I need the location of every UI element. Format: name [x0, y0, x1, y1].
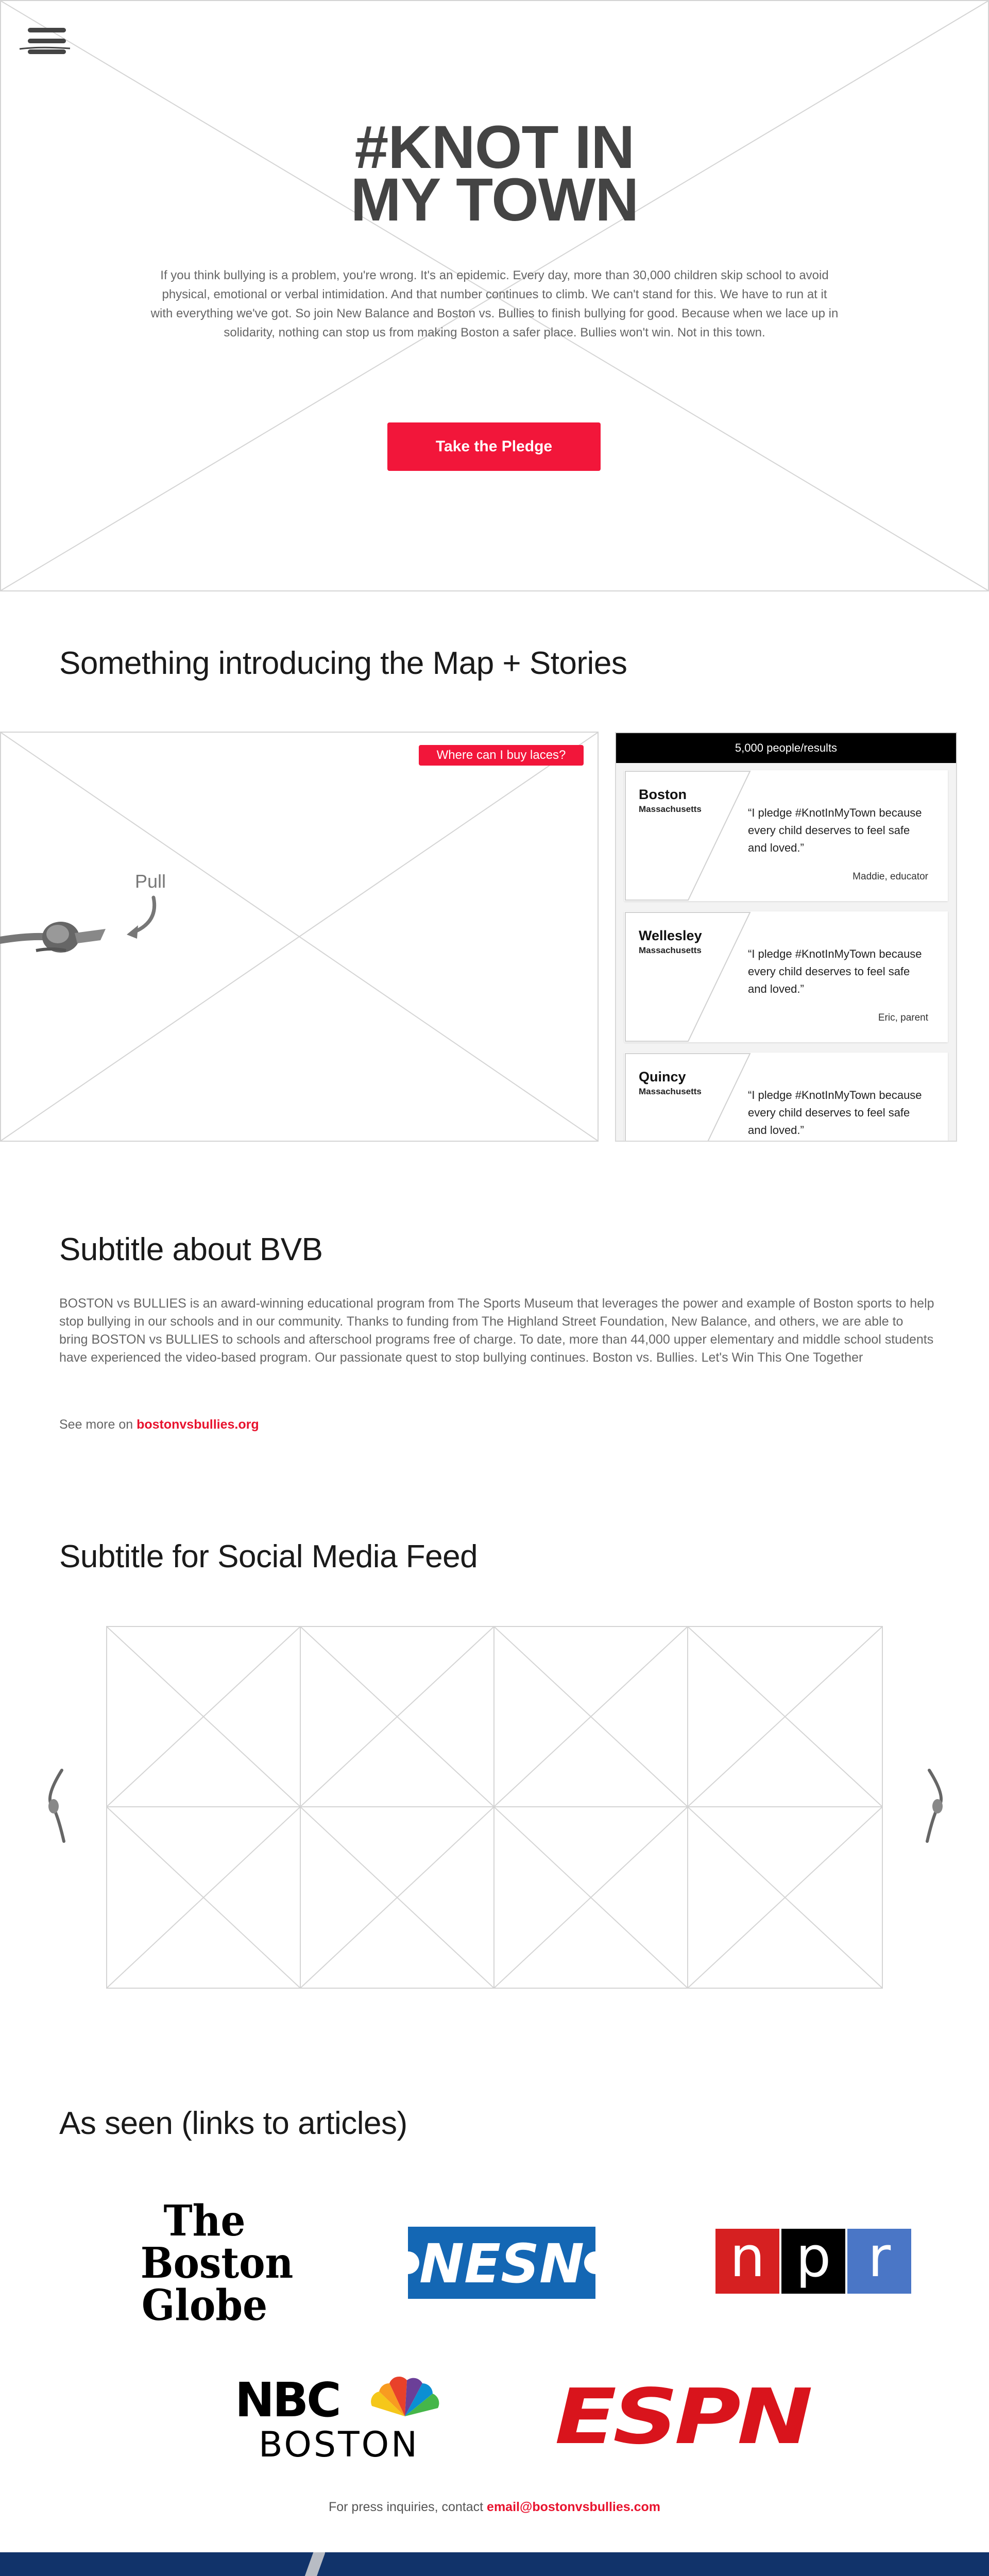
- buy-laces-button[interactable]: Where can I buy laces?: [419, 745, 584, 766]
- stories-panel: [615, 732, 957, 1142]
- social-title: Subtitle for Social Media Feed: [59, 1539, 478, 1574]
- nesn-wordmark: NESN: [419, 2232, 585, 2295]
- carousel-next-icon[interactable]: [923, 1767, 949, 1844]
- menu-icon[interactable]: [19, 26, 72, 57]
- social-tile[interactable]: [493, 1626, 688, 1807]
- curved-arrow-icon: [122, 894, 163, 942]
- story-city: Boston: [639, 787, 687, 802]
- knot-rope-icon[interactable]: [0, 914, 113, 961]
- story-state: Massachusetts: [639, 1087, 702, 1096]
- npr-logo[interactable]: [715, 2225, 911, 2294]
- press-title: As seen (links to articles): [59, 2106, 407, 2141]
- social-tile[interactable]: [106, 1626, 301, 1807]
- npr-letter: r: [847, 2229, 911, 2294]
- boston-globe-logo[interactable]: [140, 2196, 294, 2330]
- story-card-wellesley[interactable]: [624, 911, 948, 1042]
- social-tile[interactable]: [493, 1806, 688, 1989]
- story-author: Maddie, educator: [852, 871, 928, 882]
- social-tile[interactable]: [687, 1806, 883, 1989]
- story-author: Eric, parent: [878, 1012, 928, 1023]
- rope-knot-icon: [242, 2552, 340, 2576]
- hero-title-line1: #KNOT IN: [354, 113, 635, 181]
- story-quote: “I pledge #KnotInMyTown because every child deserves to feel safe and loved.”: [748, 1089, 922, 1137]
- nbc-wordmark: NBC: [235, 2374, 339, 2428]
- social-tile[interactable]: [300, 1806, 494, 1989]
- espn-wordmark: ESPN: [555, 2383, 811, 2451]
- bvb-title: Subtitle about BVB: [59, 1232, 323, 1267]
- take-pledge-button[interactable]: Take the Pledge: [387, 422, 601, 471]
- see-more-prefix: See more on: [59, 1417, 137, 1432]
- hero-title: [0, 113, 989, 234]
- social-tile[interactable]: [687, 1626, 883, 1807]
- globe-line2: Boston: [140, 2239, 294, 2288]
- story-state: Massachusetts: [639, 945, 702, 955]
- stories-header: 5,000 people/results: [616, 733, 956, 763]
- social-tile[interactable]: [300, 1626, 494, 1807]
- story-city: Quincy: [639, 1069, 686, 1084]
- press-email-link[interactable]: email@bostonvsbullies.com: [487, 2500, 661, 2514]
- npr-letter: n: [715, 2229, 779, 2294]
- story-quote: “I pledge #KnotInMyTown because every child deserves to feel safe and loved.”: [748, 947, 922, 995]
- nesn-logo[interactable]: [394, 2227, 610, 2299]
- peacock-icon: [371, 2377, 439, 2416]
- story-state: Massachusetts: [639, 804, 702, 814]
- press-inquiry-line: [0, 2500, 989, 2515]
- hero-title-line2: MY TOWN: [350, 166, 639, 234]
- story-city: Wellesley: [639, 928, 702, 943]
- nbc-boston-wordmark: BOSTON: [258, 2425, 420, 2462]
- bvb-body: BOSTON vs BULLIES is an award-winning educational program from The Sports Museum that leverages the power and example of Boston sports to help stop bullying in our schools and in our community. Thanks to funding from The Highland Street Foundation, New Balance, and others, we are able to bring BOSTON vs BULLIES to schools and afterschool programs free of charge. To date, more than 44,000 upper elementary and middle school students have experienced the video-based program. Our passionate quest to stop bullying continues. Boston vs. Bullies. Let's Win This One Together: [59, 1296, 934, 1365]
- globe-line1: The: [163, 2196, 246, 2246]
- story-card-boston[interactable]: [624, 770, 948, 901]
- story-card-quincy[interactable]: [624, 1053, 948, 1142]
- espn-logo[interactable]: [552, 2383, 812, 2451]
- npr-letter: p: [781, 2229, 845, 2294]
- carousel-prev-icon[interactable]: [42, 1767, 68, 1844]
- pull-label: Pull: [135, 871, 166, 892]
- map-section-title: Something introducing the Map + Stories: [59, 646, 627, 681]
- story-quote: “I pledge #KnotInMyTown because every child deserves to feel safe and loved.”: [748, 806, 922, 854]
- press-inquiry-prefix: For press inquiries, contact: [328, 2500, 487, 2514]
- social-tile[interactable]: [106, 1806, 301, 1989]
- globe-line3: Globe: [141, 2281, 268, 2330]
- see-more-line: [59, 1417, 259, 1432]
- bvb-site-link[interactable]: bostonvsbullies.org: [137, 1417, 259, 1432]
- hero-intro: If you think bullying is a problem, you're wrong. It's an epidemic. Every day, more than 30,000 children skip school to avoid physical, emotional or verbal intimidation. And that number continues to climb. We can't stand for this. We have to run at it with everything we've got. So join New Balance and Boston vs. Bullies to finish bullying for good. Because when we lace up in solidarity, nothing can stop us from making Boston a safer place. Bullies won't win. Not in this town.: [150, 268, 839, 340]
- nbc-boston-logo[interactable]: [235, 2374, 443, 2462]
- footer: [0, 2552, 989, 2576]
